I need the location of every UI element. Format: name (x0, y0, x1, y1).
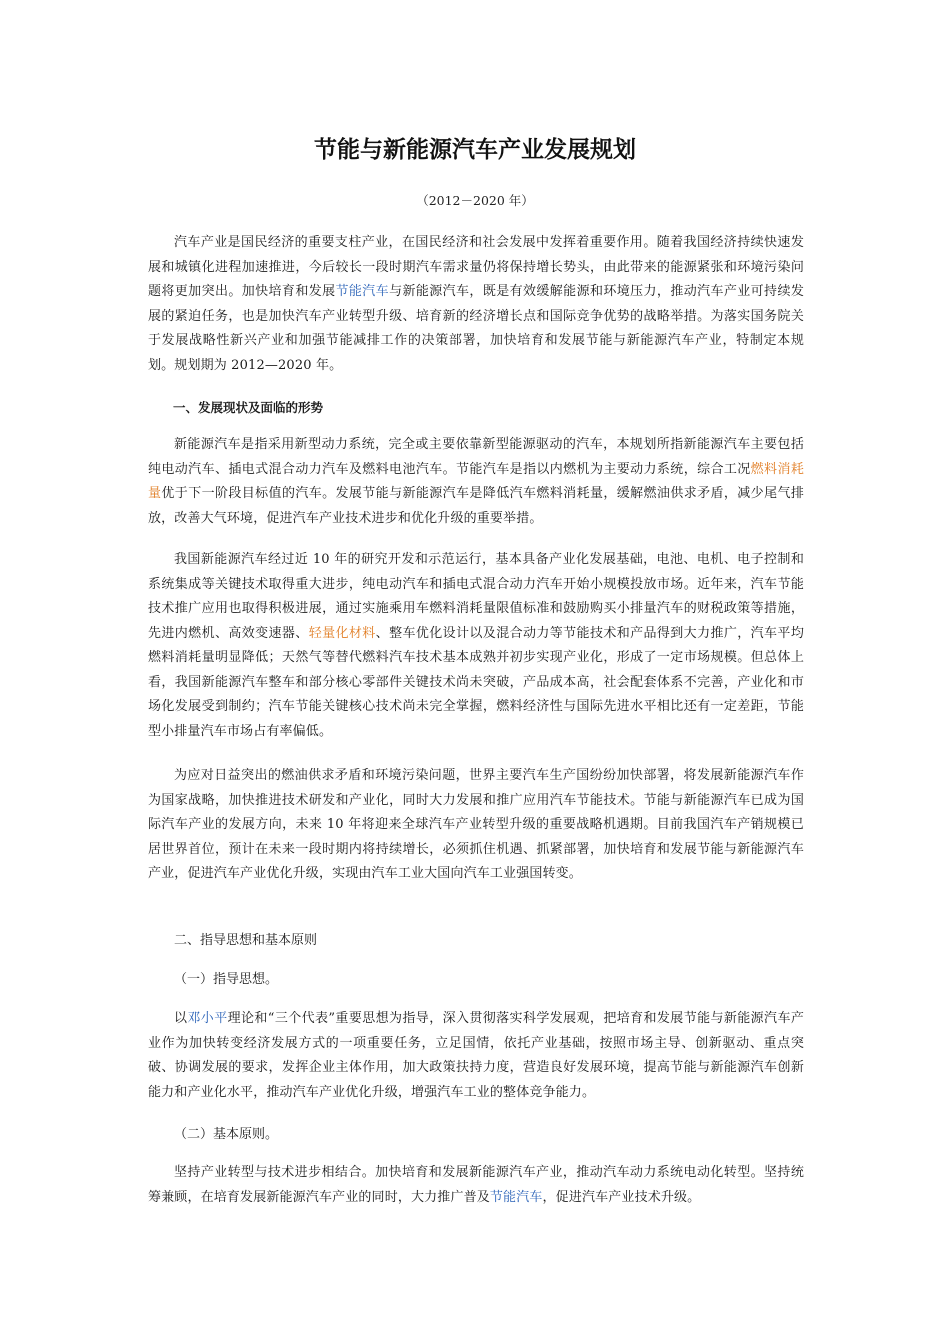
paragraph-intro (148, 231, 804, 378)
paragraph-text: 理论和“三个代表”重要思想为指导，深入贯彻落实科学发展观，把培育和发展节能与新能源汽车产业作为加快转变经济发展方式的一项重要任务，立足国情，依托产业基础，按照市场主导、创新驱动、重点突破、协调发展的要求，发挥企业主体作用，加大政策扶持力度，营造良好发展环境，提高节能与新能源汽车创新能力和产业化水平，推动汽车产业优化升级，增强汽车工业的整体竞争能力。 (148, 1011, 804, 1100)
paragraph-text: 坚持产业转型与技术进步相结合。加快培育和发展新能源汽车产业，推动汽车动力系统电动化转型。坚持统筹兼顾，在培育发展新能源汽车产业的同时，大力推广普及 (148, 1165, 804, 1205)
paragraph-text: 以 (174, 1011, 188, 1026)
paragraph-global-trend: 为应对日益突出的燃油供求矛盾和环境污染问题，世界主要汽车生产国纷纷加快部署，将发展新能源汽车作为国家战略，加快推进技术研发和产业化，同时大力发展和推广应用汽车节能技术。节能与新能源汽车已成为国际汽车产业的发展方向，未来 10 年将迎来全球汽车产业转型升级的重要战略机遇期。目前我国汽车产销规模已居世界首位，预计在未来一段时期内将持续增长，必须抓住机遇、抓紧部署，加快培育和发展节能与新能源汽车产业，促进汽车产业优化升级，实现由汽车工业大国向汽车工业强国转变。 (148, 768, 804, 881)
section-heading-principles: 二、指导思想和基本原则 (174, 933, 318, 948)
document-title: 节能与新能源汽车产业发展规划 (314, 137, 636, 163)
paragraph-guiding-ideology (148, 1007, 804, 1105)
paragraph-text: 我国新能源汽车经过近 10 年的研究开发和示范运行，基本具备产业化发展基础，电池、电机、电子控制和系统集成等关键技术取得重大进步，纯电动汽车和插电式混合动力汽车开始小规模投放市场。近年来，汽车节能技术推广应用也取得积极进展，通过实施乘用车燃料消耗量限值标准和鼓励购买小排量汽车的财税政策等措施，先进内燃机、高效变速器、 (148, 552, 804, 641)
link-fuel-consumption[interactable]: 燃料消耗量 (148, 461, 804, 501)
paragraph-text: 汽车产业是国民经济的重要支柱产业，在国民经济和社会发展中发挥着重要作用。随着我国经济持续快速发展和城镇化进程加速推进，今后较长一段时期汽车需求量仍将保持增长势头，由此带来的能源紧张和环境污染问题将更加突出。加快培育和发展 (148, 235, 804, 299)
document-subtitle: （2012－2020 年） (416, 193, 534, 208)
paragraph-text: 与新能源汽车，既是有效缓解能源和环境压力，推动汽车产业可持续发展的紧迫任务，也是加快汽车产业转型升级、培育新的经济增长点和国际竞争优势的战略举措。为落实国务院关于发展战略性新兴产业和加强节能减排工作的决策部署，加快培育和发展节能与新能源汽车产业，特制定本规划。规划期为 2012—2020 年。 (148, 284, 804, 373)
subsection-heading-guiding-ideology: （一）指导思想。 (174, 972, 279, 987)
link-energy-saving-vehicle[interactable]: 节能汽车 (489, 1189, 543, 1205)
subsection-heading-basic-principles: （二）基本原则。 (174, 1127, 279, 1142)
link-lightweight-materials[interactable]: 轻量化材料 (308, 625, 376, 641)
section-heading-status: 一、发展现状及面临的形势 (173, 400, 324, 415)
paragraph-text: 新能源汽车是指采用新型动力系统，完全或主要依靠新型能源驱动的汽车，本规划所指新能源汽车主要包括纯电动汽车、插电式混合动力汽车及燃料电池汽车。节能汽车是指以内燃机为主要动力系统，综合工况 (148, 437, 804, 477)
paragraph-definition (148, 433, 804, 531)
paragraph-text: 优于下一阶段目标值的汽车。发展节能与新能源汽车是降低汽车燃料消耗量，缓解燃油供求矛盾，减少尾气排放，改善大气环境，促进汽车产业技术进步和优化升级的重要举措。 (148, 486, 805, 526)
paragraph-text: ，促进汽车产业技术升级。 (542, 1189, 701, 1205)
paragraph-progress (148, 548, 804, 744)
link-deng-xiaoping[interactable]: 邓小平 (187, 1011, 228, 1026)
link-energy-saving-vehicle[interactable]: 节能汽车 (335, 284, 390, 299)
paragraph-text: 、整车优化设计以及混合动力等节能技术和产品得到大力推广，汽车平均燃料消耗量明显降低；天然气等替代燃料汽车技术基本成熟并初步实现产业化，形成了一定市场规模。但总体上看，我国新能源汽车整车和部分核心零部件关键技术尚未突破，产品成本高，社会配套体系不完善，产业化和市场化发展受到制约；汽车节能关键核心技术尚未完全掌握，燃料经济性与国际先进水平相比还有一定差距，节能型小排量汽车市场占有率偏低。 (148, 625, 804, 739)
paragraph-basic-principles (148, 1161, 804, 1210)
